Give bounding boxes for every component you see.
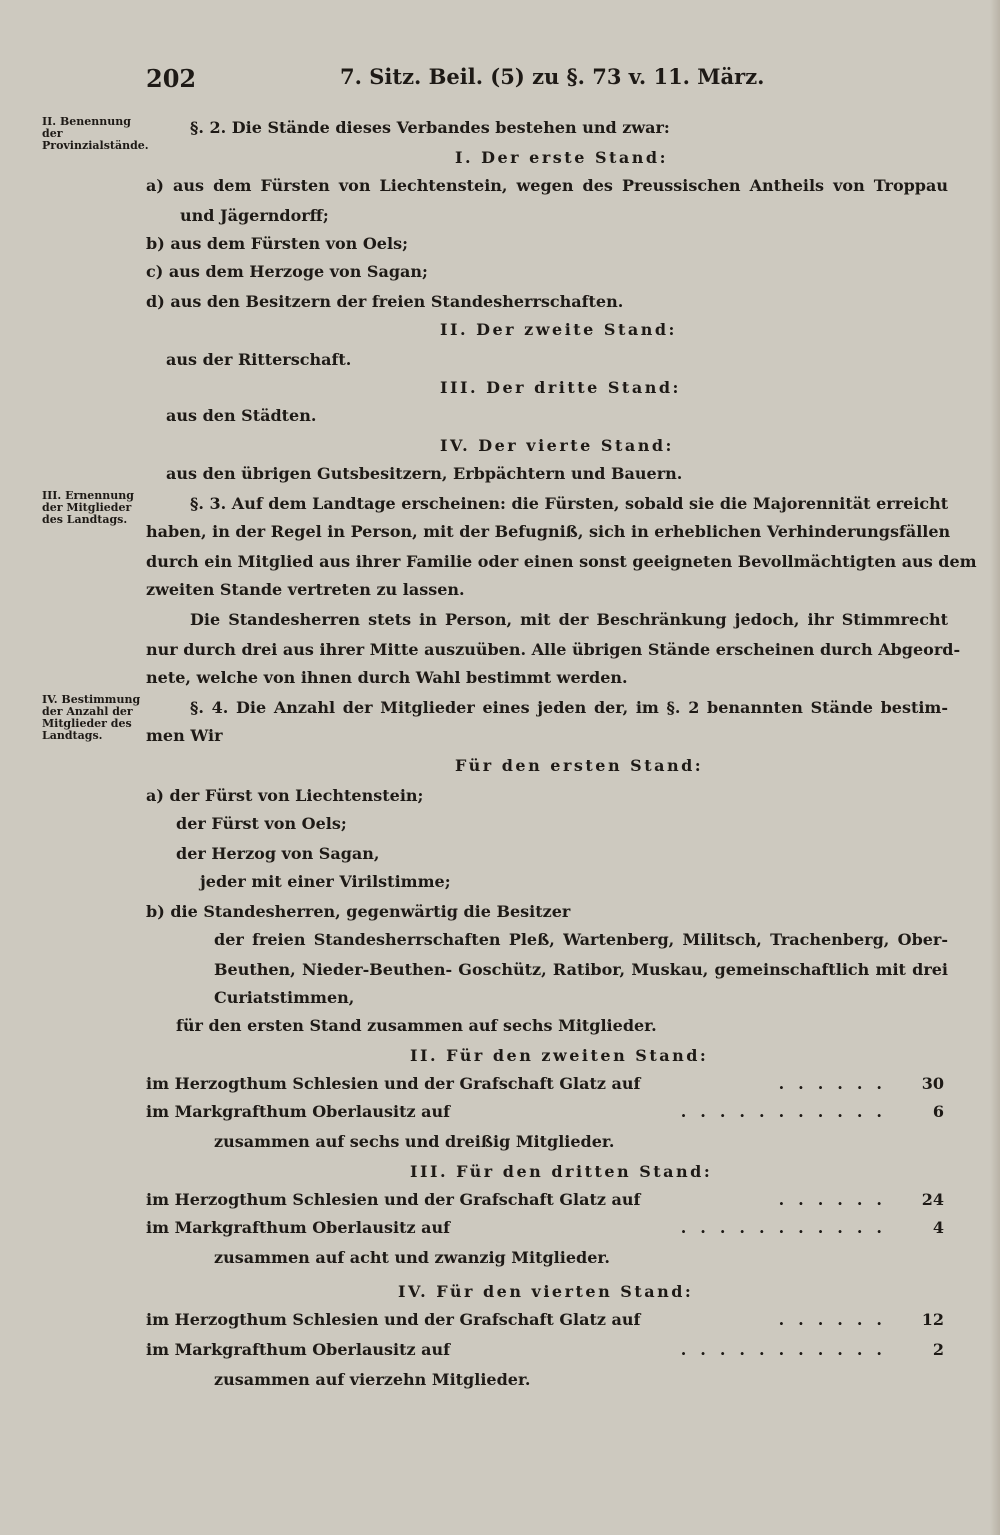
text-line: nur durch drei aus ihrer Mitte auszuüben. Alle übrigen Stände erscheinen durch Abgeord- (146, 640, 961, 659)
margin-note: II. Benennung der Provinzialstände. (42, 115, 149, 152)
text-line: aus den Städten. (166, 406, 317, 425)
text-line: jeder mit einer Virilstimme; (200, 872, 451, 891)
count-row (146, 1102, 944, 1122)
text-line: durch ein Mitglied aus ihrer Familie oder einen sonst geeigneten Bevollmächtigten aus dem (146, 552, 977, 571)
count-label: im Markgrafthum Oberlausitz auf (146, 1102, 451, 1121)
text-line: nete, welche von ihnen durch Wahl bestimmt werden. (146, 668, 628, 687)
text-line: d) aus den Besitzern der freien Standesherrschaften. (146, 292, 624, 311)
text-line: der freien Standesherrschaften Pleß, Wartenberg, Militsch, Trachenberg, Ober- (214, 930, 948, 949)
dot-leader: ........... (680, 1102, 896, 1121)
dot-leader: ...... (778, 1190, 896, 1209)
count-value: 4 (932, 1218, 944, 1237)
text-line: Curiatstimmen, (214, 988, 355, 1007)
stand-heading: II. Für den zweiten Stand: (410, 1046, 709, 1065)
total-line: zusammen auf vierzehn Mitglieder. (214, 1370, 531, 1389)
text-line: c) aus dem Herzoge von Sagan; (146, 262, 428, 281)
count-value: 12 (921, 1310, 944, 1329)
total-line: zusammen auf sechs und dreißig Mitglieder. (214, 1132, 615, 1151)
text-line: b) aus dem Fürsten von Oels; (146, 234, 408, 253)
stand-heading: III. Der dritte Stand: (440, 378, 681, 397)
dot-leader: ...... (778, 1074, 896, 1093)
dot-leader: ........... (680, 1218, 896, 1237)
count-value: 6 (932, 1102, 944, 1121)
text-line: der Herzog von Sagan, (176, 844, 380, 863)
count-row (146, 1190, 944, 1210)
text-line: Beuthen, Nieder-Beuthen- Goschütz, Ratibor, Muskau, gemeinschaftlich mit drei (214, 960, 948, 979)
count-label: im Herzogthum Schlesien und der Grafschaft Glatz auf (146, 1310, 641, 1329)
dot-leader: ...... (778, 1310, 896, 1329)
count-value: 2 (932, 1340, 944, 1359)
margin-note: III. Ernennung der Mitglieder des Landtags. (42, 489, 134, 526)
text-line: a) der Fürst von Liechtenstein; (146, 786, 424, 805)
text-line: a) aus dem Fürsten von Liechtenstein, wegen des Preussischen Antheils von Troppau (146, 176, 948, 195)
text-line: Die Standesherren stets in Person, mit der Beschränkung jedoch, ihr Stimmrecht (190, 610, 948, 629)
text-line: und Jägerndorff; (180, 206, 329, 225)
section-2-heading: §. 2. Die Stände dieses Verbandes bestehen und zwar: (190, 118, 670, 137)
section-3-text: §. 3. Auf dem Landtage erscheinen: die Fürsten, sobald sie die Majorennität erreicht (190, 494, 949, 513)
margin-note: IV. Bestimmung der Anzahl der Mitglieder des Landtags. (42, 693, 141, 742)
stand-heading: I. Der erste Stand: (455, 148, 668, 167)
count-row (146, 1340, 944, 1360)
total-line: zusammen auf acht und zwanzig Mitglieder. (214, 1248, 610, 1267)
text-line: aus den übrigen Gutsbesitzern, Erbpächtern und Bauern. (166, 464, 683, 483)
count-row (146, 1218, 944, 1238)
text-line: der Fürst von Oels; (176, 814, 347, 833)
count-label: im Markgrafthum Oberlausitz auf (146, 1218, 451, 1237)
dot-leader: ........... (680, 1340, 896, 1359)
count-label: im Herzogthum Schlesien und der Grafschaft Glatz auf (146, 1074, 641, 1093)
stand-heading: II. Der zweite Stand: (440, 320, 677, 339)
text-line: zweiten Stande vertreten zu lassen. (146, 580, 465, 599)
text-line: für den ersten Stand zusammen auf sechs Mitglieder. (176, 1016, 657, 1035)
stand-heading: III. Für den dritten Stand: (410, 1162, 713, 1181)
count-label: im Herzogthum Schlesien und der Grafschaft Glatz auf (146, 1190, 641, 1209)
count-row (146, 1074, 944, 1094)
running-head: 7. Sitz. Beil. (5) zu §. 73 v. 11. März. (340, 64, 765, 89)
count-label: im Markgrafthum Oberlausitz auf (146, 1340, 451, 1359)
stand-heading: IV. Der vierte Stand: (440, 436, 674, 455)
text-line: men Wir (146, 726, 223, 745)
stand-heading: Für den ersten Stand: (455, 756, 704, 775)
section-4-text: §. 4. Die Anzahl der Mitglieder eines jeden der, im §. 2 benannten Stände bestim- (190, 698, 948, 717)
count-row (146, 1310, 944, 1330)
stand-heading: IV. Für den vierten Stand: (398, 1282, 694, 1301)
page-number: 202 (146, 64, 197, 93)
text-line: haben, in der Regel in Person, mit der Befugniß, sich in erheblichen Verhinderungsfällen (146, 522, 951, 541)
count-value: 24 (921, 1190, 944, 1209)
count-value: 30 (921, 1074, 944, 1093)
text-line: aus der Ritterschaft. (166, 350, 352, 369)
text-line: b) die Standesherren, gegenwärtig die Besitzer (146, 902, 571, 921)
